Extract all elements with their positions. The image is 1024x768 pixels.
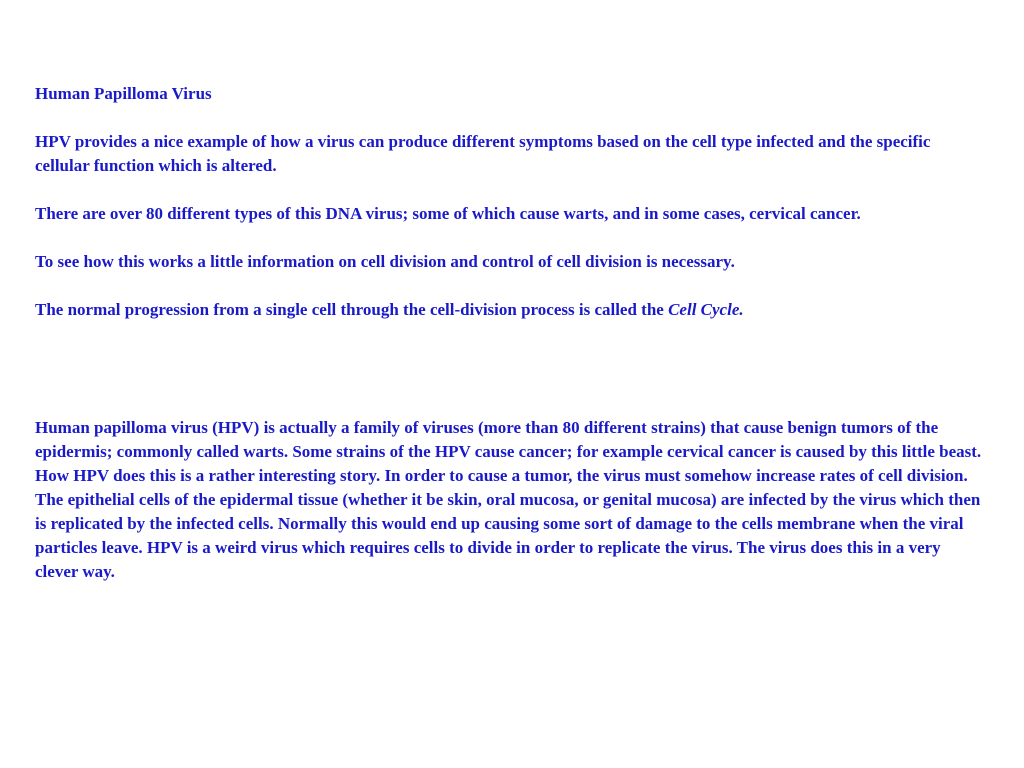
detail-paragraph: Human papilloma virus (HPV) is actually a family of viruses (more than 80 different strains) that cause benign tumors of the epidermis; commonly called warts. Some strains of the HPV cause cancer; for example cervical cancer is caused by this little beast. How HPV does this is a rather interesting story. In order to cause a tumor, the virus must somehow increase rates of cell division. The epithelial cells of the epidermal tissue (whether it be skin, oral mucosa, or genital mucosa) are infected by the virus which then is replicated by the infected cells. Normally this would end up causing some sort of damage to the cells membrane when the viral particles leave. HPV is a weird virus which requires cells to divide in order to replicate the virus. The virus does this in a very clever way.	[35, 418, 982, 581]
cell-cycle-term: Cell Cycle.	[668, 300, 744, 319]
slide-title: Human Papilloma Virus	[35, 84, 212, 103]
intro-section	[35, 82, 985, 346]
intro-paragraph-2: There are over 80 different types of this DNA virus; some of which cause warts, and in some cases, cervical cancer.	[35, 204, 861, 223]
cell-cycle-sentence: The normal progression from a single cell through the cell-division process is called the	[35, 300, 669, 319]
detail-section	[35, 416, 985, 584]
intro-paragraph-3: To see how this works a little information on cell division and control of cell division is necessary.	[35, 252, 735, 271]
intro-paragraph-4	[35, 298, 985, 322]
intro-paragraph-1: HPV provides a nice example of how a virus can produce different symptoms based on the cell type infected and the specific cellular function which is altered.	[35, 132, 931, 175]
